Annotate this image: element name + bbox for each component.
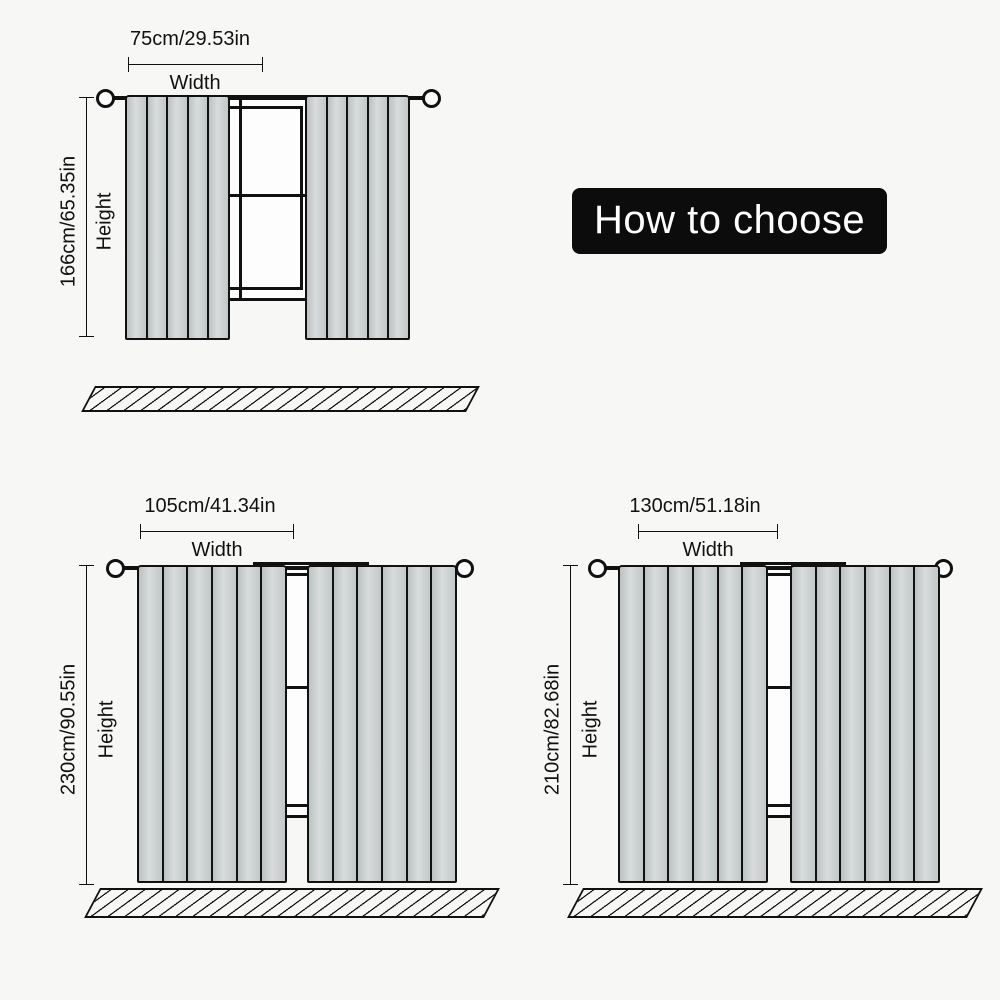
height-label-small: Height [93,192,116,251]
curtain-pleat [189,97,210,338]
width-label-large: Width [682,539,734,561]
curtain-panel-left-medium [137,565,287,883]
curtain-rod-finial-right-medium [455,559,474,578]
curtain-pleat [792,567,817,881]
height-value-small: 166cm/65.35in [57,155,80,288]
curtain-pleat [238,567,263,881]
curtain-pleat [369,97,390,338]
how-to-choose-badge: How to choose [572,188,887,254]
curtain-pleat [694,567,719,881]
curtain-pleat [358,567,383,881]
curtain-pleat [645,567,670,881]
height-label-medium: Height [95,700,118,759]
curtain-pleat [915,567,938,881]
curtain-pleat [334,567,359,881]
height-label-large: Height [579,700,602,759]
curtain-panel-right-medium [307,565,457,883]
curtain-pleat [164,567,189,881]
curtain-panel-left-small [125,95,230,340]
curtain-pleat [719,567,744,881]
curtain-pleat [213,567,238,881]
height-dimension-line-medium [86,565,87,885]
width-label-small: Width [169,72,221,94]
curtain-rod-finial-left-small [96,89,115,108]
width-value-medium: 105cm/41.34in [144,495,276,517]
width-value-large: 130cm/51.18in [629,495,761,517]
height-value-large: 210cm/82.68in [541,663,564,796]
width-dimension-line-small [128,64,263,65]
curtain-pleat [383,567,408,881]
curtain-rod-finial-left-medium [106,559,125,578]
curtain-pleat [209,97,228,338]
curtain-pleat [262,567,285,881]
curtain-pleat [309,567,334,881]
width-label-medium: Width [191,539,243,561]
height-dimension-line-small [86,97,87,337]
curtain-pleat [817,567,842,881]
width-dimension-line-large [638,531,778,532]
width-value-small: 75cm/29.53in [129,28,251,50]
curtain-panel-right-small [305,95,410,340]
floor-band-small [81,386,480,412]
curtain-rod-finial-right-small [422,89,441,108]
floor-band-medium [84,888,500,918]
curtain-pleat [348,97,369,338]
curtain-rod-finial-left-large [588,559,607,578]
height-value-medium: 230cm/90.55in [57,663,80,796]
width-dimension-line-medium [140,531,294,532]
curtain-pleat [620,567,645,881]
curtain-pleat [148,97,169,338]
curtain-pleat [328,97,349,338]
height-dimension-line-large [570,565,571,885]
curtain-pleat [743,567,766,881]
curtain-pleat [188,567,213,881]
curtain-pleat [866,567,891,881]
floor-band-large [567,888,983,918]
curtain-pleat [408,567,433,881]
curtain-pleat [389,97,408,338]
curtain-pleat [168,97,189,338]
curtain-pleat [139,567,164,881]
curtain-panel-right-large [790,565,940,883]
curtain-panel-left-large [618,565,768,883]
curtain-pleat [127,97,148,338]
curtain-pleat [307,97,328,338]
curtain-pleat [432,567,455,881]
curtain-pleat [841,567,866,881]
curtain-pleat [891,567,916,881]
curtain-pleat [669,567,694,881]
